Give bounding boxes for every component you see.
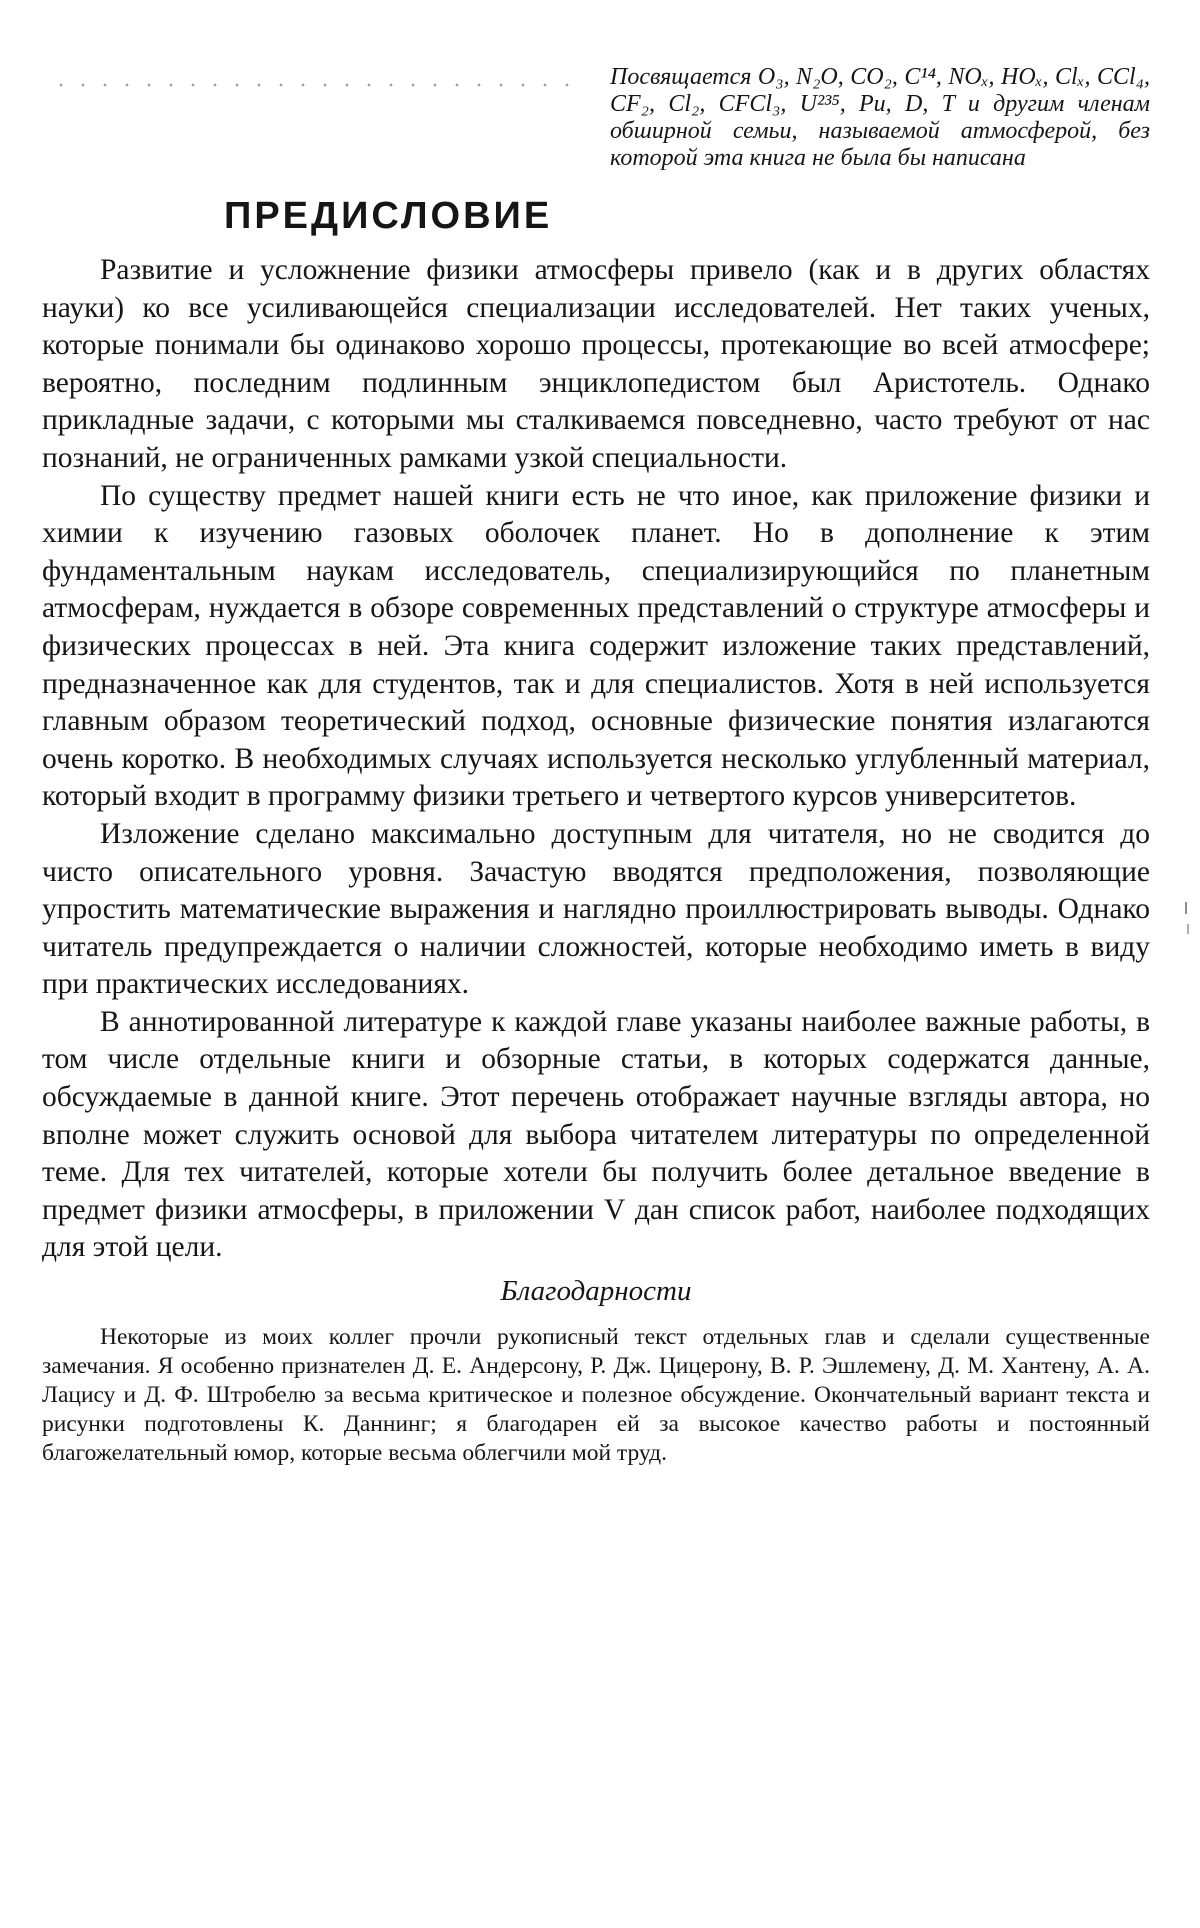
acknowledgements-text: Некоторые из моих коллег прочли рукописный текст отдельных глав и сделали существенные замечания. Я особенно признателен Д. Е. Андерсону, Р. Дж. Цицерону, В. Р. Эшлемену, Д. М. Хантену, А. А. Лацису и Д. Ф. Штробелю за весьма критическое и полезное обсуждение. Окончательный вариант текста и рисунки подготовлены К. Даннинг; я благодарен ей за высокое качество работы и постоянный благожелательный юмор, которые весьма облегчили мой труд. [42, 1324, 1150, 1467]
paragraph-2: По существу предмет нашей книги есть не что иное, как приложение физики и химии к изучению газовых оболочек планет. Но в дополнение к этим фундаментальным наукам исследователь, специализирующийся по планетным атмосферам, нуждается в обзоре современных представлений о структуре атмосферы и физических процессах в ней. Эта книга содержит изложение таких представлений, предназначенное как для студентов, так и для специалистов. Хотя в ней используется главным образом теоретический подход, основные физические понятия излагаются очень коротко. В необходимых случаях используется несколько углубленный материал, который входит в программу физики третьего и четвертого курсов университетов. [42, 479, 1150, 813]
paragraph-3: Изложение сделано максимально доступным для читателя, но не сводится до чисто описательного уровня. Зачастую вводятся предположения, позволяющие упростить математические выражения и наглядно проиллюстрировать выводы. Однако читатель предупреждается о наличии сложностей, которые необходимо иметь в виду при практических исследованиях. [42, 817, 1150, 1001]
page-title: ПРЕДИСЛОВИЕ [224, 195, 553, 237]
scan-artifact-icon [1182, 900, 1192, 940]
paragraph-4: В аннотированной литературе к каждой главе указаны наиболее важные работы, в том числе отдельные книги и обзорные статьи, в которых содержатся данные, обсуждаемые в данной книге. Этот перечень отображает научные взгляды автора, но вполне может служить основой для выбора читателем литературы по определенной теме. Для тех читателей, которые хотели бы получить более детальное введение в предмет физики атмосферы, в приложении V дан список работ, наиболее подходящих для этой цели. [42, 1005, 1150, 1264]
epigraph: Посвящается O₃, N₂O, CO₂, C¹⁴, NOₓ, HOₓ, Clₓ, CCl₄, CF₂, Cl₂, CFCl₃, U²³⁵, Pu, D, T и другим членам обширной семьи, называемой атмосферой, без которой эта книга не была бы написана [610, 64, 1150, 171]
paragraph-1: Развитие и усложнение физики атмосферы привело (как и в других областях науки) ко все усиливающейся специализации исследователей. Нет таких ученых, которые понимали бы одинаково хорошо процессы, протекающие во всей атмосфере; вероятно, последним подлинным энциклопедистом был Аристотель. Однако прикладные задачи, с которыми мы сталкиваемся повседневно, часто требуют от нас познаний, не ограниченных рамками узкой специальности. [42, 254, 1150, 474]
faint-dotted-line [50, 82, 580, 88]
margin-scan-marks [1182, 900, 1192, 946]
acknowledgements-title: Благодарности [500, 1275, 692, 1308]
document-page [42, 64, 1150, 1468]
